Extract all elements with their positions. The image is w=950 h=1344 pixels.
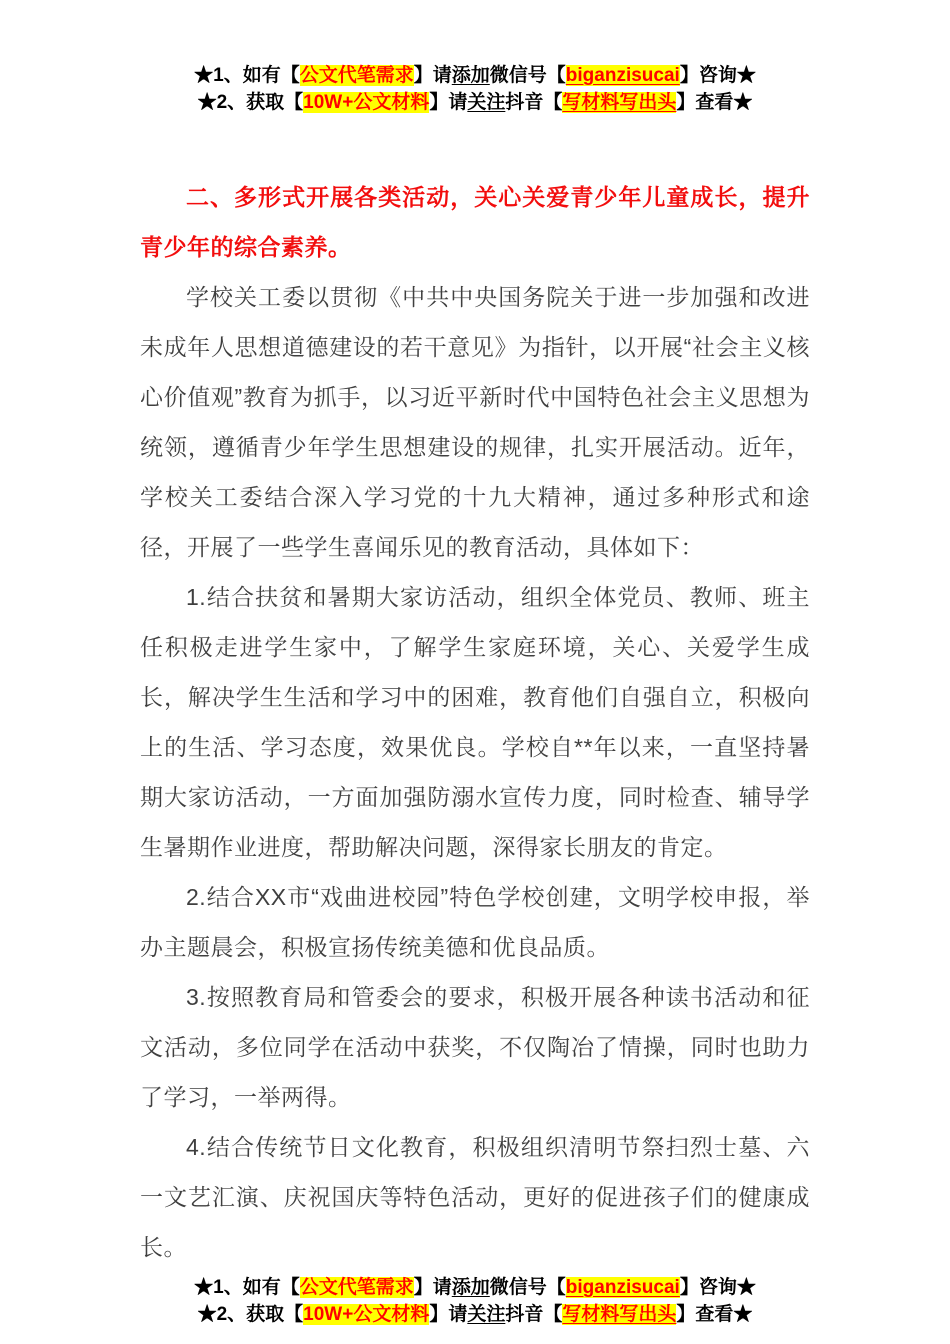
promo-middle: 】请 — [413, 65, 452, 86]
promo-prefix: ★1、如有【 — [194, 1277, 300, 1298]
action-word-add: 添加 — [451, 1277, 490, 1298]
promo-footer — [140, 1274, 810, 1328]
service-keyword: 公文代笔需求 — [299, 65, 414, 86]
action-word-follow: 关注 — [467, 92, 506, 113]
douyin-handle: 写材料写出头 — [562, 92, 677, 113]
promo-footer-line-1 — [140, 1274, 810, 1301]
promo-middle-2: 微信号【 — [489, 1277, 566, 1298]
service-keyword: 公文代笔需求 — [299, 1277, 414, 1298]
action-word-follow: 关注 — [467, 1304, 506, 1325]
material-keyword: 10W+公文材料 — [303, 92, 430, 113]
promo-suffix: 】查看★ — [676, 92, 753, 113]
document-body — [140, 172, 810, 1272]
promo-middle-2: 微信号【 — [489, 65, 566, 86]
action-word-add: 添加 — [451, 65, 490, 86]
paragraph-item-4: 4.结合传统节日文化教育，积极组织清明节祭扫烈士墓、六一文艺汇演、庆祝国庆等特色活动，更好的促进孩子们的健康成长。 — [140, 1134, 810, 1260]
promo-suffix: 】查看★ — [676, 1304, 753, 1325]
material-keyword: 10W+公文材料 — [303, 1304, 430, 1325]
paragraph-item-3: 3.按照教育局和管委会的要求，积极开展各种读书活动和征文活动，多位同学在活动中获奖，不仅陶冶了情操，同时也助力了学习，一举两得。 — [140, 984, 810, 1110]
paragraph-item-2: 2.结合XX市“戏曲进校园”特色学校创建，文明学校申报，举办主题晨会，积极宣扬传统美德和优良品质。 — [140, 884, 810, 960]
promo-middle: 】请 — [429, 92, 468, 113]
section-heading: 二、多形式开展各类活动，关心关爱青少年儿童成长，提升青少年的综合素养。 — [140, 184, 810, 260]
paragraph-intro: 学校关工委以贯彻《中共中央国务院关于进一步加强和改进未成年人思想道德建设的若干意见》为指针，以开展“社会主义核心价值观”教育为抓手，以习近平新时代中国特色社会主义思想为统领，遵循青少年学生思想建设的规律，扎实开展活动。近年，学校关工委结合深入学习党的十九大精神，通过多种形式和途径，开展了一些学生喜闻乐见的教育活动，具体如下： — [140, 284, 810, 560]
promo-prefix: ★2、获取【 — [197, 92, 304, 113]
promo-middle: 】请 — [413, 1277, 452, 1298]
promo-suffix: 】咨询★ — [679, 1277, 756, 1298]
promo-middle: 】请 — [429, 1304, 468, 1325]
promo-suffix: 】咨询★ — [679, 65, 756, 86]
promo-header-line-1 — [140, 62, 810, 89]
promo-prefix: ★1、如有【 — [194, 65, 300, 86]
promo-middle-2: 抖音【 — [505, 92, 563, 113]
paragraph-item-1: 1.结合扶贫和暑期大家访活动，组织全体党员、教师、班主任积极走进学生家中，了解学生家庭环境，关心、关爱学生成长，解决学生生活和学习中的困难，教育他们自强自立，积极向上的生活、学习态度，效果优良。学校自**年以来，一直坚持暑期大家访活动，一方面加强防溺水宣传力度，同时检查、辅导学生暑期作业进度，帮助解决问题，深得家长朋友的肯定。 — [140, 584, 810, 860]
promo-header-line-2 — [140, 89, 810, 116]
wechat-id: biganzisucai — [565, 1277, 680, 1298]
promo-prefix: ★2、获取【 — [197, 1304, 304, 1325]
douyin-handle: 写材料写出头 — [562, 1304, 677, 1325]
promo-footer-line-2 — [140, 1301, 810, 1328]
promo-header — [140, 62, 810, 116]
promo-middle-2: 抖音【 — [505, 1304, 563, 1325]
wechat-id: biganzisucai — [565, 65, 680, 86]
